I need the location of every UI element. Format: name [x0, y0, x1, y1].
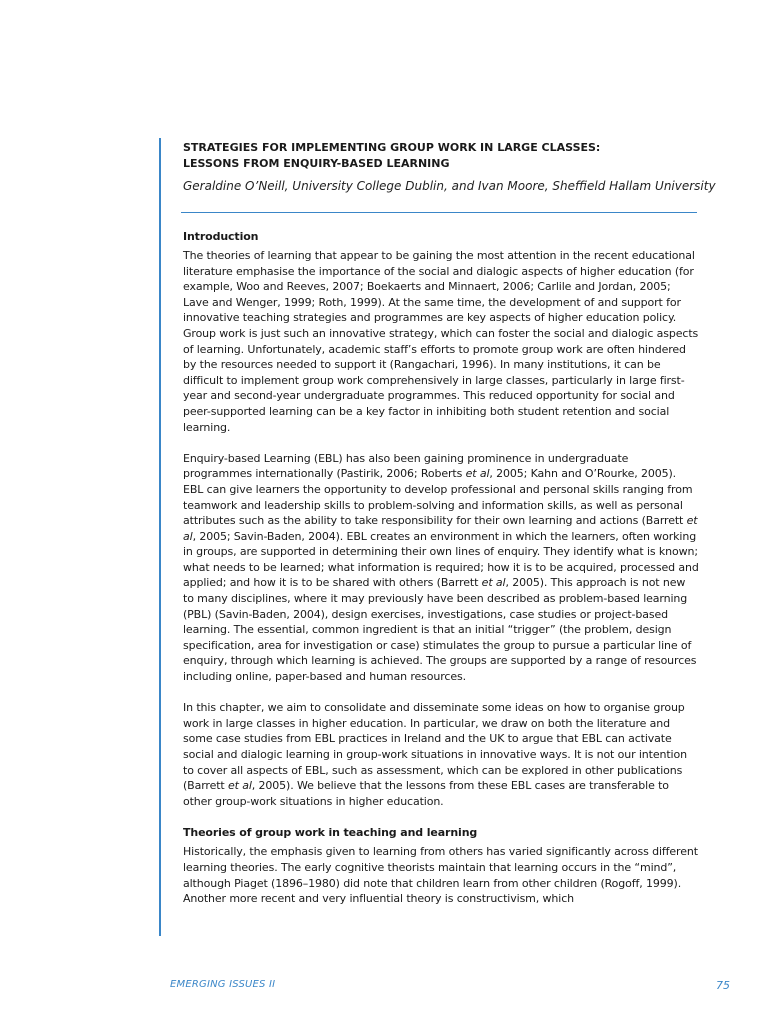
- text-run: , 2005). We believe that the lessons from these EBL cases are transferable to other group-work situations in higher education.: [183, 779, 669, 808]
- italic-run: et al: [228, 779, 252, 793]
- italic-run: et al: [481, 576, 506, 590]
- section-heading-introduction: Introduction: [183, 230, 259, 243]
- intro-paragraph-3: [183, 700, 699, 809]
- chapter-title-line1: STRATEGIES FOR IMPLEMENTING GROUP WORK IN LARGE CLASSES:: [183, 141, 601, 154]
- italic-run: et al: [183, 514, 698, 543]
- running-footer: EMERGING ISSUES II: [170, 979, 276, 990]
- title-divider: [181, 212, 697, 213]
- text-run: , 2005; Savin-Baden, 2004). EBL creates an environment in which the learners, often working in groups, are supported in determining their own lines of enquiry. They identify what is known; what needs to be learned; what information is required; how it is to be acquired, processed and applied; and how it is to be shared with others (Barrett: [183, 529, 699, 590]
- text-run: Enquiry-based Learning (EBL) has also been gaining prominence in undergraduate programmes internationally (Pastirik, 2006; Roberts: [183, 451, 629, 481]
- intro-paragraph-1: The theories of learning that appear to be gaining the most attention in the recent educational literature emphasise the importance of the social and dialogic aspects of higher education (for example, Woo and Reeves, 2007; Boekaerts and Minnaert, 2006; Carlile and Jordan, 2005; Lave and Wenger, 1999; Roth, 1999). At the same time, the development of and support for innovative teaching strategies and programmes are key aspects of higher education policy. Group work is just such an innovative strategy, which can foster the social and dialogic aspects of learning. Unfortunately, academic staff’s efforts to promote group work are often hindered by the resources needed to support it (Rangachari, 1996). In many institutions, it can be difficult to implement group work comprehensively in large classes, particularly in large first-year and second-year undergraduate programmes. This reduced opportunity for social and peer-supported learning can be a key factor in inhibiting both student retention and social learning.: [183, 249, 699, 434]
- section-heading-theories: Theories of group work in teaching and learning: [183, 826, 478, 840]
- intro-paragraph-2: [183, 451, 699, 685]
- left-margin-rule: [159, 138, 161, 936]
- chapter-title-line2: LESSONS FROM ENQUIRY-BASED LEARNING: [183, 157, 450, 170]
- text-run: , 2005; Kahn and O’Rourke, 2005). EBL can give learners the opportunity to develop professional and personal skills ranging from teamwork and leadership skills to problem-solving and information skills, as well as personal attributes such as the ability to take responsibility for their own learning and actions (Barrett: [183, 467, 693, 528]
- italic-run: et al: [465, 467, 490, 481]
- chapter-authors: Geraldine O’Neill, University College Dublin, and Ivan Moore, Sheffield Hallam University: [183, 179, 716, 193]
- theories-paragraph-1: Historically, the emphasis given to learning from others has varied significantly across different learning theories. The early cognitive theorists maintain that learning occurs in the “mind”, although Piaget (1896–1980) did note that children learn from other children (Rogoff, 1999). Another more recent and very influential theory is constructivism, which: [183, 845, 698, 906]
- chapter-title: [183, 140, 743, 172]
- page-number: 75: [716, 979, 730, 992]
- text-run: In this chapter, we aim to consolidate and disseminate some ideas on how to organise group work in large classes in higher education. In particular, we draw on both the literature and some case studies from EBL practices in Ireland and the UK to argue that EBL can activate social and dialogic learning in group-work situations in innovative ways. It is not our intention to cover all aspects of EBL, such as assessment, which can be explored in other publications (Barrett: [183, 701, 687, 793]
- text-run: , 2005). This approach is not new to many disciplines, where it may previously have been described as problem-based learning (PBL) (Savin-Baden, 2004), design exercises, investigations, case studies or project-based learning. The essential, common ingredient is that an initial “trigger” (the problem, design specification, area for investigation or case) stimulates the group to pursue a particular line of enquiry, through which learning is achieved. The groups are supported by a range of resources including online, paper-based and human resources.: [183, 576, 697, 684]
- chapter-body: [183, 229, 699, 907]
